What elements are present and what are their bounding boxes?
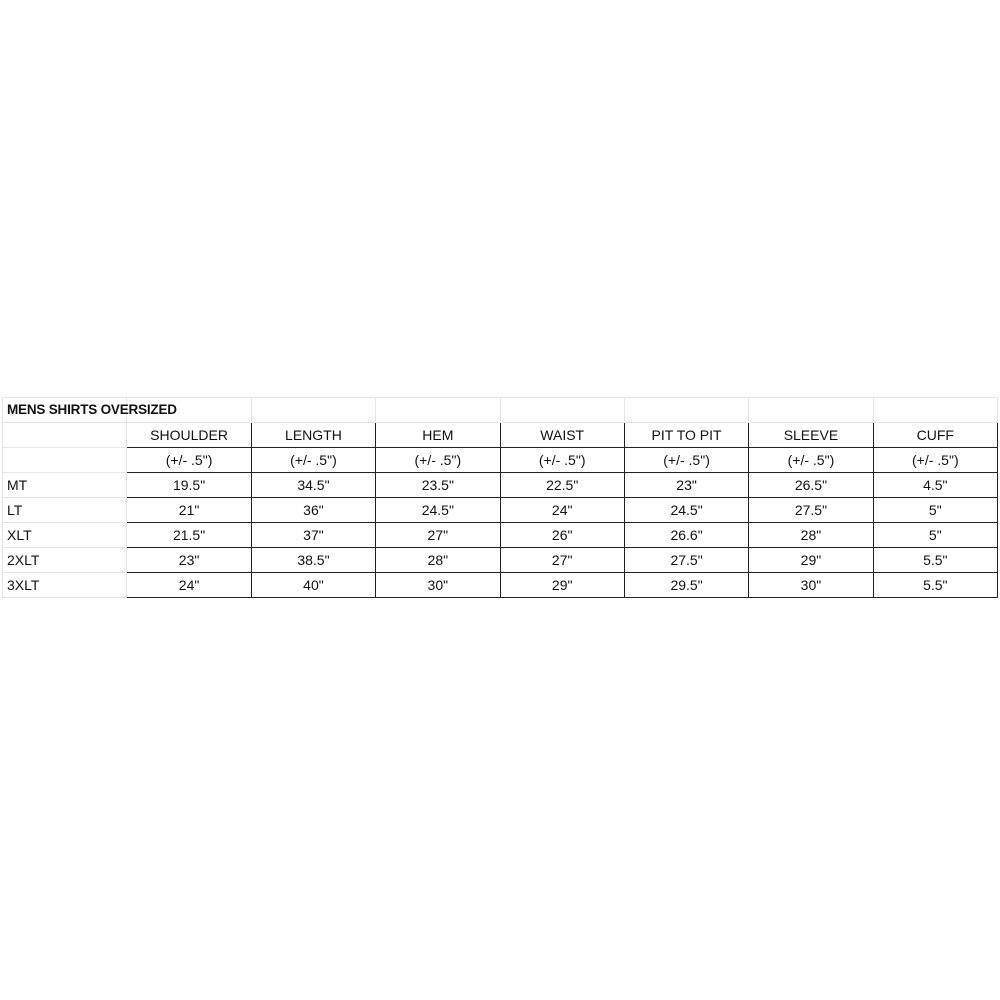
empty-cell [749,398,873,423]
measurement-cell: 21.5" [127,523,251,548]
empty-cell [3,423,127,448]
measurement-cell: 38.5" [251,548,375,573]
measurement-cell: 34.5" [251,473,375,498]
measurement-cell: 23" [624,473,748,498]
column-header: SLEEVE [749,423,873,448]
measurement-cell: 30" [376,573,500,598]
measurement-cell: 26.5" [749,473,873,498]
measurement-cell: 30" [749,573,873,598]
measurement-cell: 27" [376,523,500,548]
measurement-cell: 24.5" [624,498,748,523]
tolerance-cell: (+/- .5") [127,448,251,473]
size-label: LT [3,498,127,523]
column-header: LENGTH [251,423,375,448]
measurement-cell: 5" [873,523,997,548]
size-label: MT [3,473,127,498]
column-header: SHOULDER [127,423,251,448]
tolerance-cell: (+/- .5") [749,448,873,473]
tolerance-cell: (+/- .5") [624,448,748,473]
tolerance-row [3,448,998,473]
empty-cell [251,398,375,423]
column-header: CUFF [873,423,997,448]
measurement-cell: 40" [251,573,375,598]
measurement-cell: 36" [251,498,375,523]
measurement-cell: 5.5" [873,573,997,598]
spreadsheet [2,397,998,598]
measurement-cell: 24" [127,573,251,598]
measurement-cell: 5" [873,498,997,523]
measurement-cell: 23" [127,548,251,573]
measurement-cell: 21" [127,498,251,523]
measurement-cell: 27" [500,548,624,573]
measurement-cell: 24" [500,498,624,523]
measurement-cell: 19.5" [127,473,251,498]
column-header: HEM [376,423,500,448]
tolerance-cell: (+/- .5") [873,448,997,473]
measurement-cell: 28" [376,548,500,573]
measurement-cell: 29" [500,573,624,598]
measurement-cell: 26.6" [624,523,748,548]
column-header: WAIST [500,423,624,448]
measurement-cell: 29" [749,548,873,573]
measurement-cell: 26" [500,523,624,548]
table-row [3,473,998,498]
size-label: XLT [3,523,127,548]
size-label: 3XLT [3,573,127,598]
measurement-cell: 24.5" [376,498,500,523]
empty-cell [500,398,624,423]
column-header: PIT TO PIT [624,423,748,448]
measurement-cell: 23.5" [376,473,500,498]
table-title: MENS SHIRTS OVERSIZED [3,398,127,423]
measurement-cell: 27.5" [749,498,873,523]
size-chart-table [2,397,998,598]
table-row [3,573,998,598]
measurement-cell: 28" [749,523,873,548]
table-row [3,498,998,523]
measurement-cell: 27.5" [624,548,748,573]
tolerance-cell: (+/- .5") [251,448,375,473]
empty-cell [624,398,748,423]
title-row [3,398,998,423]
measurement-cell: 22.5" [500,473,624,498]
tolerance-cell: (+/- .5") [376,448,500,473]
table-row [3,548,998,573]
measurement-cell: 29.5" [624,573,748,598]
empty-cell [376,398,500,423]
measurement-cell: 5.5" [873,548,997,573]
tolerance-cell: (+/- .5") [500,448,624,473]
measurement-cell: 37" [251,523,375,548]
empty-cell [3,448,127,473]
empty-cell [873,398,997,423]
size-label: 2XLT [3,548,127,573]
header-row [3,423,998,448]
table-row [3,523,998,548]
measurement-cell: 4.5" [873,473,997,498]
